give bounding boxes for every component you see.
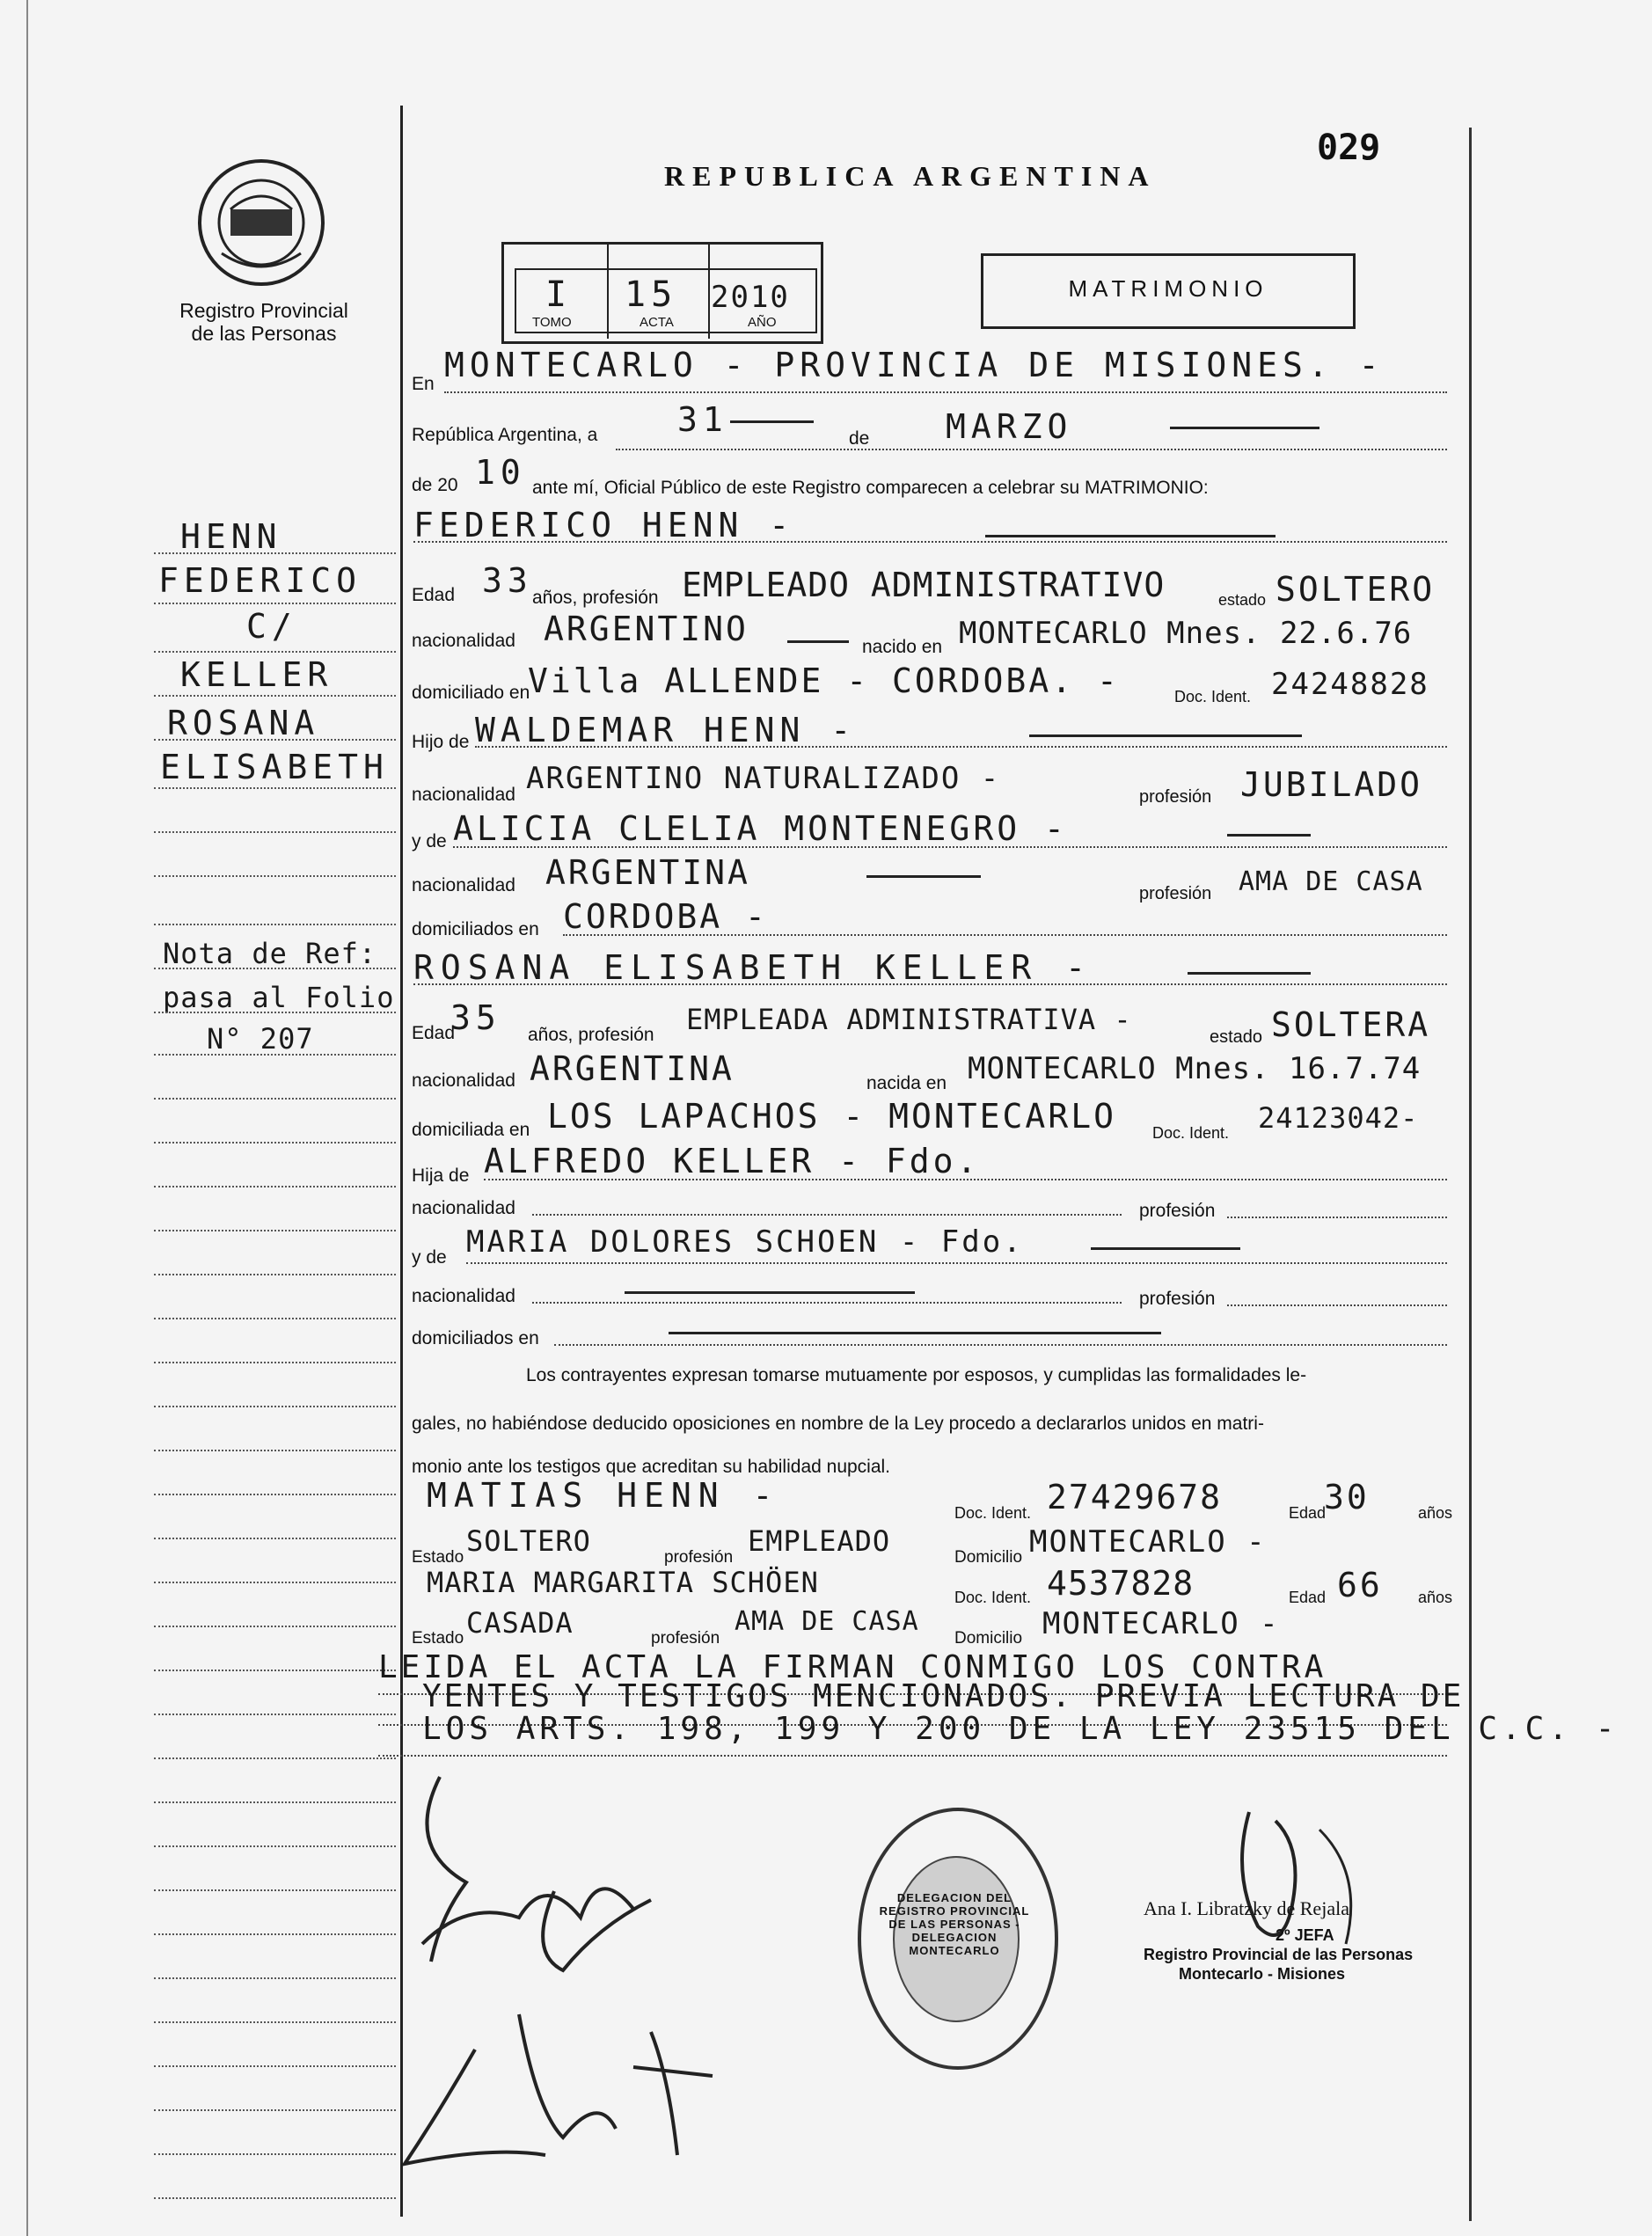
margin-name-0: FEDERICO	[158, 561, 362, 600]
officer-office: Registro Provincial de las Personas	[1144, 1946, 1414, 1963]
country-title: REPUBLICA ARGENTINA	[664, 160, 1157, 192]
margin-name-4: ELISABETH	[160, 748, 389, 786]
bride-estado: SOLTERA	[1271, 1005, 1431, 1044]
groom-mother-nac: ARGENTINA	[545, 853, 750, 892]
note-number: N° 207	[207, 1022, 314, 1056]
margin-line-4	[154, 739, 396, 741]
margin-line-13	[154, 1142, 396, 1144]
groom-parents-dom-label: domiciliados en	[412, 919, 539, 939]
year-prefix: de 20	[412, 475, 458, 495]
bride-nacionalidad: ARGENTINA	[530, 1049, 735, 1088]
stamp-text: DELEGACION DEL REGISTRO PROVINCIAL DE LAS PERSONAS - DELEGACION MONTECARLO	[879, 1891, 1030, 1957]
bride-father: ALFREDO KELLER - Fdo.	[484, 1142, 981, 1180]
republica-label: República Argentina, a	[412, 425, 598, 445]
margin-line-0	[154, 552, 396, 554]
groom-mother-prof-label: profesión	[1139, 884, 1212, 903]
groom-mother: ALICIA CLELIA MONTENEGRO -	[453, 809, 1068, 848]
bride-mother-nac-line	[532, 1302, 1122, 1304]
bride-mother-dash	[1091, 1247, 1240, 1250]
bride-name-line	[413, 983, 1447, 985]
margin-line-20	[154, 1450, 396, 1451]
bride-mother-prof-label: profesión	[1139, 1289, 1216, 1309]
bride-anos-prof-label: años, profesión	[528, 1025, 654, 1045]
bride-father-nac-line	[532, 1214, 1122, 1216]
groom-nac-label: nacionalidad	[412, 631, 515, 651]
witness2-edad-label: Edad	[1289, 1589, 1327, 1606]
groom-dom-label: domiciliado en	[412, 683, 530, 703]
groom-mother-nac-dash	[866, 875, 981, 878]
officer-name: Ana I. Libratzky de Rejala	[1144, 1897, 1349, 1919]
bride-nacida: MONTECARLO Mnes. 16.7.74	[968, 1051, 1422, 1086]
witness1-dom-label: Domicilio	[954, 1548, 1023, 1567]
statement-line-0: Los contrayentes expresan tomarse mutuamente por esposos, y cumplidas las formalidades le-	[526, 1365, 1307, 1385]
bride-father-nac-label: nacionalidad	[412, 1198, 515, 1218]
margin-line-6	[154, 831, 396, 833]
year-suffix: 10	[475, 453, 526, 492]
left-edge-line	[26, 0, 28, 2236]
bride-parents-dom-label: domiciliados en	[412, 1328, 539, 1348]
right-border	[1469, 128, 1472, 2221]
margin-line-17	[154, 1318, 396, 1319]
witness2-doc-label: Doc. Ident.	[954, 1589, 1032, 1606]
groom-doc-label: Doc. Ident.	[1174, 688, 1252, 705]
witness1-edad-label: Edad	[1289, 1504, 1327, 1522]
groom-parents-dom: CORDOBA -	[563, 897, 768, 936]
margin-line-5	[154, 787, 396, 789]
margin-line-30	[154, 1889, 396, 1891]
groom-estado-label: estado	[1218, 591, 1267, 609]
day-dash	[730, 420, 814, 423]
groom-father-nac: ARGENTINO NATURALIZADO -	[526, 761, 1001, 796]
margin-line-14	[154, 1186, 396, 1187]
bride-nacida-label: nacida en	[866, 1073, 947, 1093]
ano-value: 2010	[711, 280, 790, 315]
margin-line-37	[154, 2197, 396, 2199]
de-label: de	[849, 428, 870, 449]
margin-name-1: C/	[246, 607, 297, 646]
groom-nac-dash	[787, 640, 849, 643]
witness1-doc-label: Doc. Ident.	[954, 1504, 1032, 1522]
groom-profesion: EMPLEADO ADMINISTRATIVO	[682, 566, 1166, 604]
month-value: MARZO	[946, 407, 1073, 446]
margin-line-11	[154, 1054, 396, 1056]
day-value: 31	[677, 400, 728, 439]
margin-line-29	[154, 1845, 396, 1847]
acta-label: ACTA	[640, 315, 674, 330]
box-divider-1	[607, 242, 609, 339]
margin-line-12	[154, 1098, 396, 1100]
note-title: Nota de Ref:	[163, 937, 377, 970]
place-line	[444, 391, 1447, 393]
bride-yde-label: y de	[412, 1247, 447, 1268]
witness2-edad: 66	[1337, 1566, 1383, 1604]
bride-parents-dom-dash	[669, 1332, 1161, 1334]
witness2-profesion: AMA DE CASA	[735, 1606, 919, 1637]
closing-line-1: YENTES Y TESTIGOS MENCIONADOS. PREVIA LECTURA DE	[422, 1678, 1465, 1714]
margin-line-36	[154, 2153, 396, 2155]
bride-father-prof-label: profesión	[1139, 1201, 1216, 1221]
margin-name-2: KELLER	[180, 655, 333, 694]
bride-parents-dom-line	[554, 1344, 1447, 1346]
witness1-estado-label: Estado	[412, 1548, 464, 1567]
bride-domicilio: LOS LAPACHOS - MONTECARLO	[547, 1097, 1116, 1136]
groom-name-line	[413, 541, 1447, 543]
bride-mother-prof-line	[1227, 1304, 1447, 1306]
bride-edad-label: Edad	[412, 1023, 456, 1043]
contrayentes-signatures	[387, 1742, 757, 2181]
groom-name-dash	[985, 535, 1276, 537]
margin-name-3: ROSANA	[167, 704, 320, 742]
groom-mother-prof: AMA DE CASA	[1239, 866, 1423, 897]
margin-line-27	[154, 1757, 396, 1759]
margin-line-7	[154, 875, 396, 877]
margin-line-32	[154, 1977, 396, 1979]
groom-hijo-label: Hijo de	[412, 732, 470, 752]
groom-father-dash	[1029, 734, 1302, 737]
page-number: 029	[1317, 128, 1381, 168]
month-dash	[1170, 427, 1319, 429]
margin-line-23	[154, 1582, 396, 1583]
groom-domicilio: Villa ALLENDE - CORDOBA. -	[528, 661, 1120, 700]
groom-mother-nac-label: nacionalidad	[412, 875, 515, 895]
margin-line-1	[154, 603, 396, 604]
margin-line-28	[154, 1801, 396, 1803]
witness2-dom-label: Domicilio	[954, 1629, 1023, 1648]
witness2-estado: CASADA	[466, 1606, 574, 1640]
tomo-label: TOMO	[532, 315, 572, 330]
groom-parents-dom-line	[563, 934, 1447, 936]
margin-line-33	[154, 2021, 396, 2023]
margin-line-8	[154, 924, 396, 925]
witness2-estado-label: Estado	[412, 1629, 464, 1648]
witness2-prof-label: profesión	[651, 1629, 720, 1648]
groom-father-prof-label: profesión	[1139, 787, 1212, 807]
en-label: En	[412, 374, 435, 394]
groom-nacido: MONTECARLO Mnes. 22.6.76	[959, 616, 1413, 651]
bride-nac-label: nacionalidad	[412, 1071, 515, 1091]
note-line: pasa al Folio	[163, 981, 395, 1014]
witness1-name: MATIAS HENN -	[427, 1476, 780, 1515]
margin-line-9	[154, 968, 396, 969]
ano-label: AÑO	[748, 315, 777, 330]
provincia-seal-logo	[195, 157, 327, 289]
margin-line-21	[154, 1494, 396, 1495]
acta-value: 15	[625, 274, 678, 315]
bride-mother-nac-dash	[625, 1291, 915, 1294]
officer-place: Montecarlo - Misiones	[1179, 1965, 1346, 1983]
tomo-value: I	[545, 274, 573, 315]
bride-estado-label: estado	[1210, 1027, 1263, 1047]
box-divider-2	[708, 242, 710, 339]
bride-name: ROSANA ELISABETH KELLER -	[413, 948, 1093, 987]
place-value: MONTECARLO - PROVINCIA DE MISIONES. -	[444, 346, 1385, 384]
bride-father-line	[484, 1179, 1447, 1180]
groom-mother-dash	[1227, 834, 1311, 837]
margin-line-24	[154, 1626, 396, 1627]
witness1-domicilio: MONTECARLO -	[1029, 1524, 1267, 1560]
margin-line-22	[154, 1538, 396, 1539]
bride-name-dash	[1188, 972, 1311, 975]
groom-nacido-label: nacido en	[862, 637, 943, 657]
witness1-edad: 30	[1324, 1478, 1370, 1516]
margin-line-19	[154, 1406, 396, 1407]
groom-edad-label: Edad	[412, 585, 456, 605]
groom-father-prof: JUBILADO	[1240, 765, 1423, 804]
groom-father: WALDEMAR HENN -	[475, 711, 857, 749]
witness1-estado: SOLTERO	[466, 1524, 591, 1558]
margin-line-10	[154, 1012, 396, 1013]
groom-anos-prof-label: años, profesión	[532, 588, 659, 608]
witness2-name: MARIA MARGARITA SCHÖEN	[427, 1566, 819, 1599]
bride-mother: MARIA DOLORES SCHOEN - Fdo.	[466, 1224, 1024, 1260]
groom-doc: 24248828	[1271, 667, 1429, 702]
bride-father-prof-line	[1227, 1217, 1447, 1218]
bride-mother-line	[466, 1262, 1447, 1264]
margin-line-34	[154, 2065, 396, 2067]
margin-line-15	[154, 1230, 396, 1231]
bride-doc-label: Doc. Ident.	[1152, 1124, 1230, 1142]
bride-doc: 24123042-	[1258, 1101, 1419, 1135]
groom-yde-label: y de	[412, 831, 447, 851]
witness1-doc: 27429678	[1047, 1478, 1223, 1516]
margin-line-26	[154, 1714, 396, 1715]
margin-line-35	[154, 2109, 396, 2111]
bride-mother-nac-label: nacionalidad	[412, 1286, 515, 1306]
closing-line-2: LOS ARTS. 198, 199 Y 200 DE LA LEY 23515 DEL C.C. -	[422, 1711, 1619, 1747]
groom-father-line	[475, 746, 1447, 748]
witness2-domicilio: MONTECARLO -	[1042, 1606, 1280, 1641]
margin-surname: HENN	[180, 517, 282, 556]
witness2-doc: 4537828	[1047, 1564, 1195, 1603]
margin-line-3	[154, 695, 396, 697]
matrimonio-title: MATRIMONIO	[1068, 275, 1268, 302]
witness1-prof-label: profesión	[664, 1548, 734, 1567]
groom-name: FEDERICO HENN -	[413, 506, 795, 544]
witness1-profesion: EMPLEADO	[748, 1524, 891, 1558]
bride-edad: 35	[450, 998, 501, 1037]
bride-profesion: EMPLEADA ADMINISTRATIVA -	[686, 1003, 1132, 1036]
officer-role: 2º JEFA	[1276, 1926, 1334, 1944]
groom-father-nac-label: nacionalidad	[412, 785, 515, 805]
statement-line-1: gales, no habiéndose deducido oposiciones en nombre de la Ley procedo a declararlos unidos en matri-	[412, 1414, 1264, 1434]
margin-line-18	[154, 1362, 396, 1363]
groom-nacionalidad: ARGENTINO	[544, 610, 749, 648]
closing-line-0: LEIDA EL ACTA LA FIRMAN CONMIGO LOS CONTRA	[378, 1649, 1327, 1685]
ante-text: ante mí, Oficial Público de este Registro comparecen a celebrar su MATRIMONIO:	[532, 478, 1209, 498]
bride-dom-label: domiciliada en	[412, 1120, 530, 1140]
witness1-anos-label: años	[1418, 1504, 1453, 1522]
groom-mother-line	[453, 846, 1447, 848]
bride-hija-label: Hija de	[412, 1165, 470, 1186]
registry-name: Registro Provincial de las Personas	[179, 299, 348, 345]
margin-line-25	[154, 1670, 396, 1671]
groom-edad: 33	[482, 561, 533, 600]
margin-line-31	[154, 1933, 396, 1935]
matrimonio-box	[981, 253, 1356, 329]
margin-line-2	[154, 651, 396, 653]
date-line	[616, 449, 1447, 450]
witness2-anos-label: años	[1418, 1589, 1453, 1606]
groom-estado: SOLTERO	[1276, 570, 1436, 609]
margin-line-16	[154, 1274, 396, 1275]
statement-line-2: monio ante los testigos que acreditan su habilidad nupcial.	[412, 1457, 891, 1477]
